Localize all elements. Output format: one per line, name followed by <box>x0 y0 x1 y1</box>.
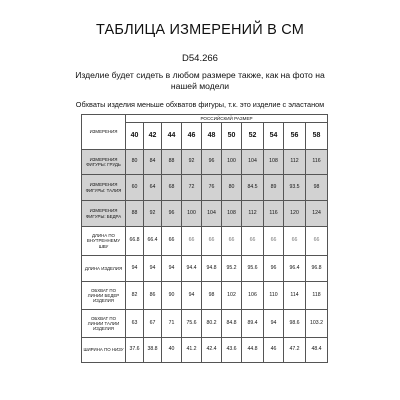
table-cell: 92 <box>144 201 162 227</box>
table-cell: 84.5 <box>242 175 264 201</box>
table-cell: 120 <box>284 201 306 227</box>
table-cell: 103.2 <box>306 310 328 338</box>
row-label: ИЗМЕРЕНИЯ ФИГУРЫ: ТАЛИЯ <box>82 175 126 201</box>
table-cell: 66 <box>202 227 222 256</box>
table-cell: 106 <box>242 282 264 310</box>
table-cell: 66.8 <box>126 227 144 256</box>
table-cell: 94.4 <box>182 256 202 282</box>
table-cell: 44.8 <box>242 338 264 363</box>
fit-note-line-1: Изделие будет сидеть в любом размере также, как на фото на <box>75 70 325 80</box>
table-cell: 102 <box>222 282 242 310</box>
table-cell: 116 <box>306 150 328 175</box>
table-cell: 94 <box>264 310 284 338</box>
table-cell: 90 <box>162 282 182 310</box>
size-header: 52 <box>242 123 264 150</box>
row-label: ИЗМЕРЕНИЯ ФИГУРЫ: БЕДРА <box>82 201 126 227</box>
table-cell: 38.8 <box>144 338 162 363</box>
table-cell: 104 <box>202 201 222 227</box>
table-cell: 66 <box>182 227 202 256</box>
elastane-note: Обхваты изделия меньше обхватов фигуры, т.к. это изделие с эластаном <box>75 100 325 109</box>
table-cell: 84 <box>144 150 162 175</box>
table-cell: 66 <box>264 227 284 256</box>
table-row <box>82 150 328 175</box>
table-cell: 66.4 <box>144 227 162 256</box>
table-cell: 88 <box>126 201 144 227</box>
product-code: D54.266 <box>182 53 218 64</box>
table-cell: 124 <box>306 201 328 227</box>
table-cell: 66 <box>162 227 182 256</box>
table-cell: 94 <box>126 256 144 282</box>
table-row <box>82 310 328 338</box>
table-cell: 94 <box>162 256 182 282</box>
table-cell: 76 <box>202 175 222 201</box>
table-cell: 96.4 <box>284 256 306 282</box>
table-cell: 96 <box>202 150 222 175</box>
size-header: 44 <box>162 123 182 150</box>
table-cell: 94 <box>144 256 162 282</box>
table-cell: 110 <box>264 282 284 310</box>
table-cell: 82 <box>126 282 144 310</box>
table-cell: 72 <box>182 175 202 201</box>
fit-note <box>60 70 340 92</box>
table-cell: 80 <box>126 150 144 175</box>
table-cell: 66 <box>242 227 264 256</box>
table-cell: 89 <box>264 175 284 201</box>
table-cell: 108 <box>264 150 284 175</box>
table-cell: 95.2 <box>222 256 242 282</box>
table-cell: 96 <box>162 201 182 227</box>
table-cell: 95.6 <box>242 256 264 282</box>
table-cell: 98 <box>202 282 222 310</box>
table-cell: 86 <box>144 282 162 310</box>
table-cell: 66 <box>284 227 306 256</box>
size-header: 40 <box>126 123 144 150</box>
table-cell: 43.6 <box>222 338 242 363</box>
table-cell: 42.4 <box>202 338 222 363</box>
table-cell: 71 <box>162 310 182 338</box>
table-cell: 96 <box>264 256 284 282</box>
table-cell: 94 <box>182 282 202 310</box>
row-label: ОБХВАТ ПО ЛИНИИ ТАЛИИ ИЗДЕЛИЯ <box>82 310 126 338</box>
table-cell: 60 <box>126 175 144 201</box>
table-cell: 46 <box>264 338 284 363</box>
table-cell: 68 <box>162 175 182 201</box>
table-cell: 98 <box>306 175 328 201</box>
fit-note-line-2: нашей модели <box>170 81 230 91</box>
table-row <box>82 338 328 363</box>
size-header: 50 <box>222 123 242 150</box>
table-row <box>82 201 328 227</box>
size-header: 42 <box>144 123 162 150</box>
table-cell: 80.2 <box>202 310 222 338</box>
table-cell: 108 <box>222 201 242 227</box>
table-cell: 116 <box>264 201 284 227</box>
row-label: ДЛИНА ПО ВНУТРЕННЕМУ ШВУ <box>82 227 126 256</box>
row-label: ДЛИНА ИЗДЕЛИЯ <box>82 256 126 282</box>
table-cell: 100 <box>182 201 202 227</box>
table-cell: 64 <box>144 175 162 201</box>
table-cell: 100 <box>222 150 242 175</box>
table-cell: 40 <box>162 338 182 363</box>
table-cell: 93.5 <box>284 175 306 201</box>
size-header: 46 <box>182 123 202 150</box>
measurements-header: ИЗМЕРЕНИЯ <box>82 115 126 150</box>
size-group-header: РОССИЙСКИЙ РАЗМЕР <box>126 115 328 123</box>
size-header: 56 <box>284 123 306 150</box>
size-header: 54 <box>264 123 284 150</box>
size-table <box>81 114 328 363</box>
row-label: ИЗМЕРЕНИЯ ФИГУРЫ: ГРУДЬ <box>82 150 126 175</box>
table-cell: 47.2 <box>284 338 306 363</box>
table-row <box>82 175 328 201</box>
table-cell: 96.8 <box>306 256 328 282</box>
table-cell: 104 <box>242 150 264 175</box>
table-cell: 41.2 <box>182 338 202 363</box>
table-cell: 84.8 <box>222 310 242 338</box>
table-row <box>82 227 328 256</box>
row-label: ШИРИНА ПО НИЗУ <box>82 338 126 363</box>
table-row <box>82 256 328 282</box>
table-cell: 63 <box>126 310 144 338</box>
table-cell: 80 <box>222 175 242 201</box>
table-cell: 94.8 <box>202 256 222 282</box>
table-cell: 66 <box>222 227 242 256</box>
table-cell: 92 <box>182 150 202 175</box>
table-cell: 89.4 <box>242 310 264 338</box>
table-row <box>82 282 328 310</box>
table-cell: 67 <box>144 310 162 338</box>
size-header: 48 <box>202 123 222 150</box>
page-title: ТАБЛИЦА ИЗМЕРЕНИЙ В СМ <box>95 22 305 38</box>
table-cell: 114 <box>284 282 306 310</box>
table-cell: 118 <box>306 282 328 310</box>
table-cell: 48.4 <box>306 338 328 363</box>
table-cell: 88 <box>162 150 182 175</box>
size-header: 58 <box>306 123 328 150</box>
table-cell: 75.6 <box>182 310 202 338</box>
table-cell: 112 <box>242 201 264 227</box>
table-cell: 98.6 <box>284 310 306 338</box>
table-cell: 37.6 <box>126 338 144 363</box>
row-label: ОБХВАТ ПО ЛИНИИ БЕДЕР ИЗДЕЛИЯ <box>82 282 126 310</box>
table-cell: 112 <box>284 150 306 175</box>
table-cell: 66 <box>306 227 328 256</box>
